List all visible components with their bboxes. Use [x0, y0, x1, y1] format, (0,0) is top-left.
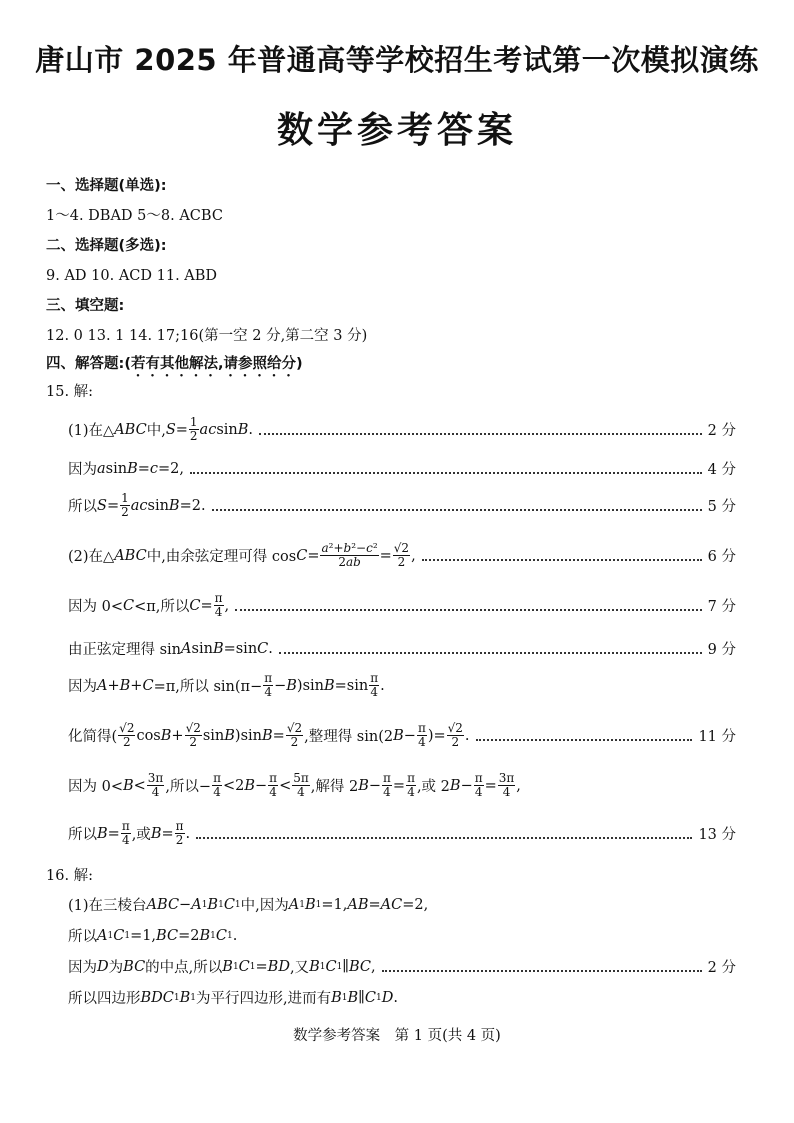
section4-note: (若有其他解法,请参照给分): [124, 356, 303, 372]
q15-score-5: 7 分: [707, 599, 736, 615]
q15-step-5: 因为 0< C <π,所以 C = $\frac{\pi}{4}$ , 7 分: [68, 591, 736, 619]
q16-step-2: 所以 A 1 C 1 =1, BC =2 B 1 C 1 .: [68, 927, 238, 945]
q15-score-8: 13 分: [698, 827, 736, 843]
section1-answers: 1～4. DBAD 5～8. ACBC: [46, 208, 223, 224]
section3-answers: 12. 0 13. 1 14. 17;16(第一空 2 分,第二空 3 分): [46, 328, 368, 344]
q15-score-4: 6 分: [707, 549, 736, 565]
q15-step-6: 由正弦定理得 sin A sin B =sin C . 9 分: [68, 638, 736, 659]
q15-step-2: 因为 a sin B = c =2, 4 分: [68, 458, 736, 479]
section4-heading: [46, 354, 303, 380]
q15-step-9: 因为 0< B < $\frac{3\pi}{4}$ ,所以− $\frac{\pi}{4}$ <2 B − $\frac{\pi}{4}$ < $\frac{5\pi}{4}$ ,解得 2 B − $\frac{\pi}{4}$ = $\frac{\pi}{4}$ ,或 2 B − $\frac{\pi}{4}$ = $\frac{3\pi}{4}$ ,: [68, 771, 521, 799]
q15-label: 15. 解:: [46, 384, 94, 400]
document-title: 唐山市 2025 年普通高等学校招生考试第一次模拟演练: [35, 43, 759, 77]
q15-score-1: 2 分: [707, 423, 736, 439]
q15-step-10: 所以 B = $\frac{\pi}{4}$ ,或 B = $\frac{\pi}{2}$ . 13 分: [68, 819, 736, 847]
q16-label: 16. 解:: [46, 868, 94, 884]
q15-step-3: 所以 S = $\frac{1}{2}$ ac sin B =2. 5 分: [68, 491, 736, 519]
section1-heading: 一、选择题(单选):: [46, 178, 167, 194]
page-footer: 数学参考答案 第 1 页(共 4 页): [293, 1028, 501, 1044]
section4-title: 四、解答题:: [46, 356, 125, 372]
q15-step-1: (1)在△ ABC 中, S = $\frac{1}{2}$ ac sin B . 2 分: [68, 415, 736, 443]
q15-step-8: 化简得( $\frac{√2}{2}$ cos B + $\frac{√2}{2}$ sin B )sin B = $\frac{√2}{2}$ ,整理得 sin(2 B − $\frac{\pi}{4}$ )= $\frac{√2}{2}$ . 11 分: [68, 721, 736, 749]
section2-heading: 二、选择题(多选):: [46, 238, 167, 254]
document-subtitle: 数学参考答案: [276, 110, 517, 151]
section2-answers: 9. AD 10. ACD 11. ABD: [46, 268, 218, 284]
q16-step-3: 因为 D 为 BC 的中点,所以 B 1 C 1 = BD ,又 B 1 C 1 ∥ BC , 2 分: [68, 956, 736, 977]
q15-step-7: 因为 A + B + C =π,所以 sin(π− $\frac{\pi}{4}$ − B )sin B =sin $\frac{\pi}{4}$ .: [68, 671, 385, 699]
q15-step-4: (2)在△ ABC 中,由余弦定理可得 cos C = $\frac{\text{a²+b²−c²}}{2ab}$ = $\frac{√2}{2}$ , 6 分: [68, 541, 736, 569]
q15-score-6: 9 分: [707, 642, 736, 658]
q15-score-3: 5 分: [707, 499, 736, 515]
q16-step-1: (1)在三棱台 ABC − A 1 B 1 C 1 中,因为 A 1 B 1 =1, AB = AC =2,: [68, 896, 429, 914]
q16-step-4: 所以四边形 BDC 1 B 1 为平行四边形,进而有 B 1 B ∥ C 1 D .: [68, 989, 398, 1007]
section3-heading: 三、填空题:: [46, 298, 125, 314]
q15-score-7: 11 分: [698, 729, 736, 745]
q15-score-2: 4 分: [707, 462, 736, 478]
q16-score-1: 2 分: [707, 960, 736, 976]
